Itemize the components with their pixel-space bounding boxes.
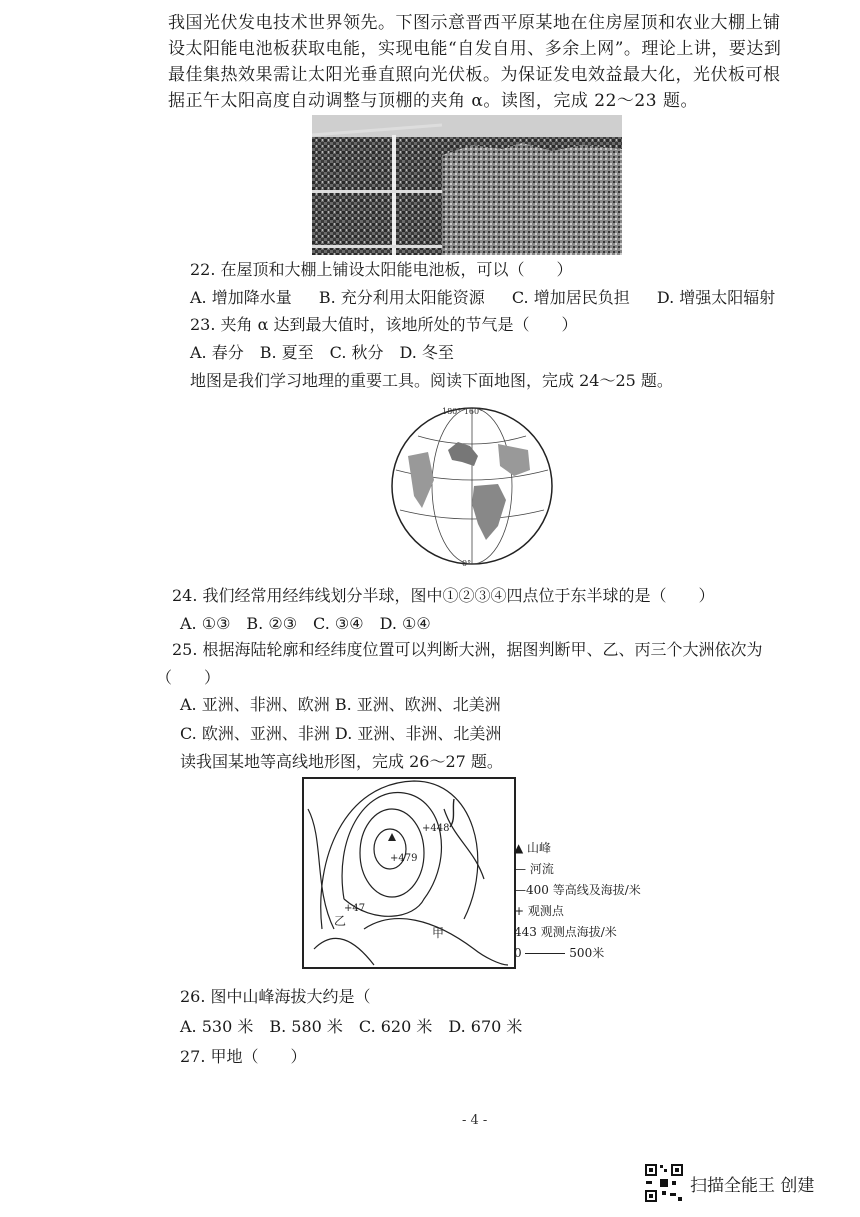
scale-500: 500米 xyxy=(569,946,605,960)
intro-paragraph: 我国光伏发电技术世界领先。下图示意晋西平原某地在住房屋顶和农业大棚上铺设太阳能电池板获取电能，实现电能“自发自用、多余上网”。理论上讲，要达到最佳集热效果需让太阳光垂直照向光伏板。为保证发电效益最大化，光伏板可根据正午太阳高度自动调整与顶棚的夹角 α。读图，完成 22～23 题。 xyxy=(168,13,782,111)
qr-code-icon xyxy=(644,1163,684,1203)
contour-label-yi: 乙 xyxy=(334,914,347,928)
legend-obs-elev: 443 观测点海拔/米 xyxy=(514,925,617,939)
question-26-stem: 26. 图中山峰海拔大约是（ xyxy=(180,987,371,1006)
brand-text: 扫描全能王 创建 xyxy=(690,1175,815,1196)
scanner-brand xyxy=(644,1163,814,1203)
contour-map xyxy=(302,777,516,969)
question-24-stem: 24. 我们经常用经纬线划分半球，图中①②③④四点位于东半球的是（ ） xyxy=(172,586,715,605)
svg-text:0°: 0° xyxy=(462,559,472,568)
question-25-paren: （ ） xyxy=(156,668,221,687)
globe-map xyxy=(378,400,566,568)
q22-option-c: C. 增加居民负担 xyxy=(511,288,630,307)
question-22-stem: 22. 在屋顶和大棚上铺设太阳能电池板，可以（ ） xyxy=(190,260,573,279)
contour-label-47: +47 xyxy=(344,903,366,914)
legend-peak: ▲ 山峰 xyxy=(514,841,552,855)
question-24-options: A. ①③ B. ②③ C. ③④ D. ①④ xyxy=(180,614,431,633)
q22-option-d: D. 增强太阳辐射 xyxy=(656,288,776,307)
scale-bar xyxy=(525,953,565,954)
question-25-stem: 25. 根据海陆轮廓和经纬度位置可以判断大洲，据图判断甲、乙、丙三个大洲依次为 xyxy=(172,640,763,659)
contour-legend xyxy=(514,838,641,964)
scale-zero: 0 xyxy=(514,946,522,960)
question-23-stem: 23. 夹角 α 达到最大值时，该地所处的节气是（ ） xyxy=(190,315,578,334)
svg-text:180° 160°: 180° 160° xyxy=(442,407,484,416)
question-25-options-1: A. 亚洲、非洲、欧洲 B. 亚洲、欧洲、北美洲 xyxy=(180,695,501,714)
question-25-options-2: C. 欧洲、亚洲、非洲 D. 亚洲、非洲、北美洲 xyxy=(180,724,502,743)
q22-option-b: B. 充分利用太阳能资源 xyxy=(318,288,485,307)
solar-panel-photo xyxy=(312,115,622,255)
question-23-options: A. 春分 B. 夏至 C. 秋分 D. 冬至 xyxy=(190,343,454,362)
map-intro: 地图是我们学习地理的重要工具。阅读下面地图，完成 24～25 题。 xyxy=(190,371,673,390)
question-22-options xyxy=(190,286,797,310)
contour-label-479: +479 xyxy=(390,853,418,864)
contour-label-448: +448 xyxy=(422,823,450,834)
contour-label-jia: 甲 xyxy=(432,926,445,940)
question-26-options: A. 530 米 B. 580 米 C. 620 米 D. 670 米 xyxy=(180,1017,523,1036)
legend-obs-point: + 观测点 xyxy=(514,904,564,918)
question-27-stem: 27. 甲地（ ） xyxy=(180,1047,307,1066)
contour-intro: 读我国某地等高线地形图，完成 26～27 题。 xyxy=(180,752,503,771)
q22-option-a: A. 增加降水量 xyxy=(190,288,292,307)
legend-scale xyxy=(514,943,641,964)
legend-contour: —400 等高线及海拔/米 xyxy=(514,883,641,897)
page-number: - 4 - xyxy=(462,1113,488,1128)
legend-river: — 河流 xyxy=(514,862,554,876)
